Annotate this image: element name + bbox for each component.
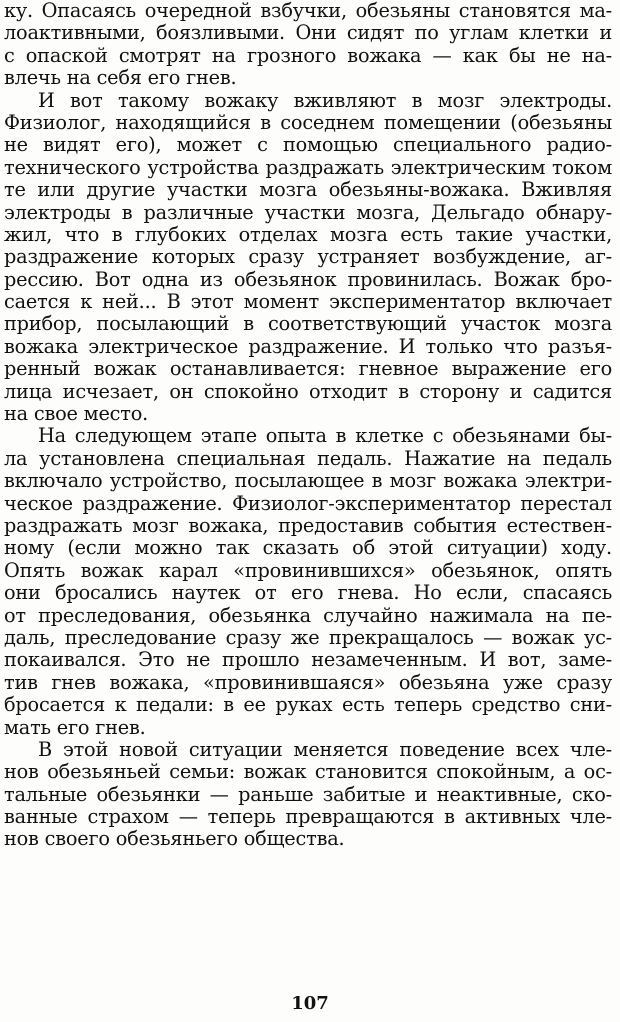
text-line: ла установлена специальная педаль. Нажатие на педаль xyxy=(4,447,612,470)
text-line: технического устройства раздражать электрическим током xyxy=(4,156,612,179)
text-line: ванные страхом — теперь превращаются в активных чле- xyxy=(4,806,612,829)
text-line: те или другие участки мозга обезьяны-вожака. Вживляя xyxy=(4,179,612,202)
text-line: тив гнев вожака, «провинившаяся» обезьяна уже сразу xyxy=(4,671,612,694)
text-line: бросается к педали: в ее руках есть теперь средство сни- xyxy=(4,694,612,717)
text-line: не видят его), может с помощью специального радио- xyxy=(4,134,612,157)
text-line: нов обезьяньей семьи: вожак становится спокойным, а ос- xyxy=(4,761,612,784)
text-line: Опять вожак карал «провинившихся» обезьянок, опять xyxy=(4,559,612,582)
text-line: тальные обезьянки — раньше забитые и неактивные, ско- xyxy=(4,783,612,806)
text-line: лица исчезает, он спокойно отходит в сторону и садится xyxy=(4,380,612,403)
text-line: прибор, посылающий в соответствующий участок мозга xyxy=(4,313,612,336)
text-line: жил, что в глубоких отделах мозга есть такие участки, xyxy=(4,223,612,246)
text-line: раздражать мозг вожака, предоставив события естествен- xyxy=(4,514,612,537)
text-line: ческое раздражение. Физиолог-экспериментатор перестал xyxy=(4,492,612,515)
text-line: нов своего обезьяньего общества. xyxy=(4,828,345,851)
paragraph-3 xyxy=(4,425,612,738)
page-number: 107 xyxy=(291,993,329,1014)
text-line: ному (если можно так сказать об этой ситуации) ходу. xyxy=(4,537,612,560)
text-line: ку. Опасаясь очередной взбучки, обезьяны становятся ма- xyxy=(4,0,612,22)
text-line: Физиолог, находящийся в соседнем помещении (обезьяны xyxy=(4,111,612,134)
paragraph-1 xyxy=(4,0,612,90)
text-line: ренный вожак останавливается: гневное выражение его xyxy=(4,358,612,381)
text-line: электроды в различные участки мозга, Дельгадо обнару- xyxy=(4,201,612,224)
text-line: лоактивными, боязливыми. Они сидят по углам клетки и xyxy=(4,22,612,45)
text-line: включало устройство, посылающее в мозг вожака электри- xyxy=(4,470,612,493)
text-line: на свое место. xyxy=(4,403,149,426)
text-line: И вот такому вожаку вживляют в мозг электроды. xyxy=(38,89,612,112)
paragraph-2 xyxy=(4,90,612,426)
text-line: мать его гнев. xyxy=(4,716,146,739)
text-line: с опаской смотрят на грозного вожака — как бы не на- xyxy=(4,44,612,67)
text-line: сается к ней... В этот момент экспериментатор включает xyxy=(4,291,612,314)
text-line: они бросались наутек от его гнева. Но если, спасаясь xyxy=(4,582,612,605)
text-line: На следующем этапе опыта в клетке с обезьянами бы- xyxy=(38,425,612,448)
text-line: раздражение которых сразу устраняет возбуждение, аг- xyxy=(4,246,612,269)
text-line: от преследования, обезьянка случайно нажимала на пе- xyxy=(4,604,612,627)
body-text xyxy=(4,0,612,851)
text-line: В этой новой ситуации меняется поведение всех чле- xyxy=(38,738,612,761)
text-line: даль, преследование сразу же прекращалось — вожак ус- xyxy=(4,626,612,649)
text-line: вожака электрическое раздражение. И только что разъя- xyxy=(4,335,612,358)
text-line: покаивался. Это не прошло незамеченным. И вот, заме- xyxy=(4,649,612,672)
text-line: влечь на себя его гнев. xyxy=(4,67,237,90)
text-line: рессию. Вот одна из обезьянок провинилась. Вожак бро- xyxy=(4,268,612,291)
paragraph-4 xyxy=(4,739,612,851)
